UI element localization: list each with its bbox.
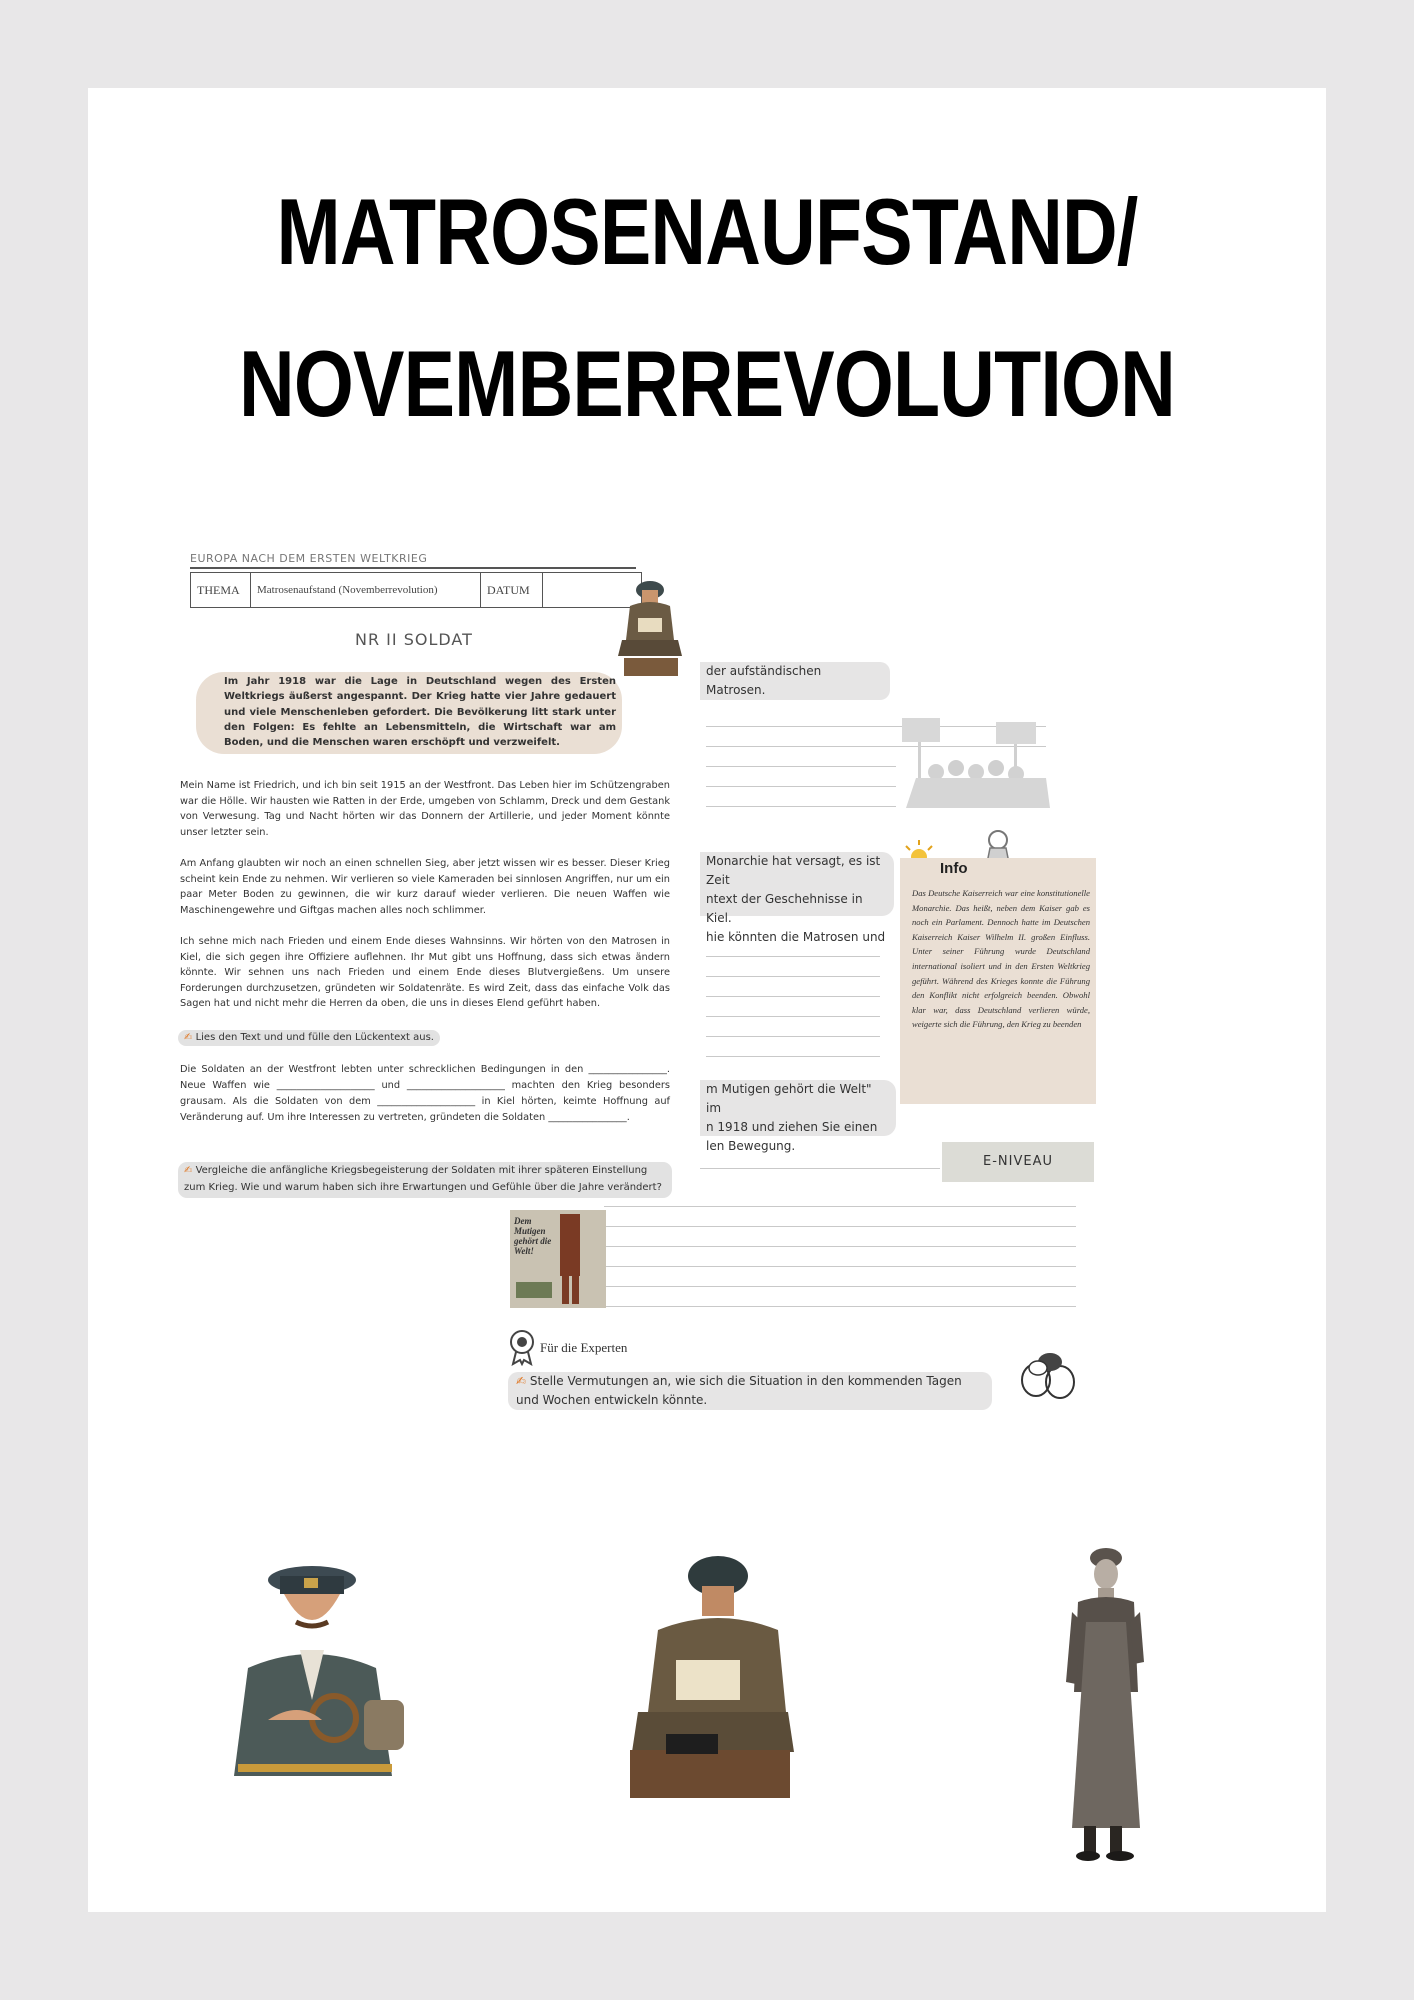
- story-paragraph-2: Am Anfang glaubten wir noch an einen schnellen Sieg, aber jetzt wissen wir es besser. Dieser Krieg scheint kein Ende zu nehmen. Wir verlieren so viele Kameraden bei sinnlosen Angriffen, nur um ein paar Meter Boden zu gewinnen, die wir kurz darauf wieder verlieren. Die neuen Waffen wie Maschinengewehre und Giftgas machen alles noch schlimmer.: [180, 858, 670, 916]
- e-niveau-label: E-NIVEAU: [942, 1142, 1094, 1182]
- snippet-monarchie: [700, 852, 894, 944]
- writing-line: [604, 1266, 1076, 1267]
- snippet-line: m Mutigen gehört die Welt" im: [706, 1082, 872, 1115]
- snippet-line: len Bewegung.: [706, 1139, 796, 1153]
- writing-line: [604, 1206, 1076, 1207]
- soldier-thumbnail: [612, 578, 688, 678]
- task-2-text: Vergleiche die anfängliche Kriegsbegeisterung der Soldaten mit ihrer späteren Einstellung zum Krieg. Wie und warum haben sich ihre Erwartungen und Gefühle über die Jahre verändert?: [184, 1165, 662, 1193]
- writing-line: [604, 1286, 1076, 1287]
- writing-line: [706, 1036, 880, 1037]
- worksheet-kicker: EUROPA NACH DEM ERSTEN WELTKRIEG: [190, 552, 428, 565]
- snippet-line: ntext der Geschehnisse in Kiel.: [706, 892, 863, 925]
- writing-line: [706, 1016, 880, 1017]
- snippet-mutigen: [700, 1080, 896, 1153]
- writing-line: [706, 766, 896, 767]
- writing-line: [604, 1306, 1076, 1307]
- poster-text: Dem Mutigen gehört die Welt!: [514, 1216, 552, 1256]
- snippet-matrosen: der aufständischen Matrosen.: [700, 662, 890, 700]
- topic-table: [190, 572, 642, 608]
- task-1: [178, 1030, 440, 1046]
- snippet-line: n 1918 und ziehen Sie einen: [706, 1120, 878, 1134]
- pencil-icon: ✍: [184, 1032, 193, 1043]
- medal-icon: [508, 1326, 536, 1366]
- info-text: Das Deutsche Kaiserreich war eine konstitutionelle Monarchie. Das heißt, neben dem Kaiser gab es noch ein Parlament. Dennoch hatte im Deutschen Kaiserreich Kaiser Wilhelm II. großen Einfluss. Unter seiner Führung wurde Deutschland international isoliert und in den Ersten Weltkrieg geführt. Während des Krieges konnte die Führung den Konflikt nicht erfolgreich beenden. Obwohl klar war, dass Deutschland verlieren würde, weigerte sich die Führung, den Krieg zu beenden: [912, 888, 1090, 1030]
- snippet-line: hie könnten die Matrosen und: [706, 930, 886, 944]
- story-paragraph-3: Ich sehne mich nach Frieden und einem Ende dieses Wahnsinns. Wir hörten von den Matrosen in Kiel, die sich gegen ihre Offiziere auflehnen. Ihr Mut gibt uns Hoffnung, dass sich etwas ändern könnte. Wir sehnen uns nach Frieden und einem Ende dieses Blutvergießens. Um unsere Forderungen durchzusetzen, gründeten wir Soldatenräte. Es wird Zeit, dass das einfache Volk das Sagen hat und nicht mehr die Herren da oben, die uns in dieses Elend geführt haben.: [180, 936, 670, 1010]
- discussion-icon: [1014, 1350, 1084, 1408]
- writing-line: [706, 996, 880, 997]
- snippet-line: Monarchie hat versagt, es ist Zeit: [706, 854, 881, 887]
- writing-line: [706, 806, 896, 807]
- page-title-line-2: NOVEMBERREVOLUTION: [239, 331, 1175, 436]
- pencil-icon: ✍: [184, 1165, 193, 1176]
- story-paragraph-1: Mein Name ist Friedrich, und ich bin seit 1915 an der Westfront. Das Leben hier im Schützengraben war die Hölle. Wir hausten wie Ratten in der Erde, umgeben von Schlamm, Dreck und dem Gestank von Verwesung. Tag und Nacht hörten wir das Donnern der Artillerie, und jeder Moment könnte unser letzter sein.: [180, 780, 670, 838]
- worksheet-subtitle: NR II SOLDAT: [355, 630, 473, 649]
- standing-woman-illustration: [1060, 1542, 1150, 1864]
- writing-line: [706, 1056, 880, 1057]
- writing-line: [700, 1168, 940, 1169]
- writing-line: [604, 1246, 1076, 1247]
- task-2: [178, 1162, 672, 1198]
- writing-line: [706, 786, 896, 787]
- sailor-officer-illustration: [214, 1550, 424, 1780]
- expert-task: [508, 1372, 992, 1410]
- info-title: Info: [940, 860, 968, 877]
- gap-text-exercise[interactable]: Die Soldaten an der Westfront lebten unter schrecklichen Bedingungen in den ________________. Neue Waffen wie ____________________ und ____________________ machten den Krieg besonders grausam. Als die Soldaten von dem ____________________ in Kiel hörten, keimte Hoffnung auf Veränderung auf. Um ihre Interessen zu vertreten, gründeten die Soldaten ________________.: [180, 1064, 670, 1123]
- datum-label: DATUM: [481, 573, 543, 607]
- header-divider: [190, 567, 636, 569]
- seated-soldier-illustration: [618, 1552, 806, 1802]
- page-title-line-1: MATROSENAUFSTAND/: [276, 179, 1138, 284]
- thema-value: Matrosenaufstand (Novemberrevolution): [251, 573, 481, 607]
- pencil-icon: ✍: [516, 1374, 527, 1388]
- writing-line: [706, 956, 880, 957]
- writing-line: [706, 976, 880, 977]
- writing-line: [604, 1226, 1076, 1227]
- poster-image: [510, 1210, 606, 1308]
- task-1-text: Lies den Text und und fülle den Lückentext aus.: [195, 1032, 434, 1043]
- expert-task-text: Stelle Vermutungen an, wie sich die Situation in den kommenden Tagen und Wochen entwickeln könnte.: [516, 1374, 962, 1407]
- protest-icon: [896, 712, 1056, 812]
- thema-label: THEMA: [191, 573, 251, 607]
- intro-text: Im Jahr 1918 war die Lage in Deutschland wegen des Ersten Weltkriegs äußerst angespannt. Der Krieg hatte vier Jahre gedauert und viele Menschenleben gefordert. Die Bevölkerung litt stark unter den Folgen: Es fehlte an Lebensmitteln, die Wirtschaft war am Boden, und die Menschen waren erschöpft und verzweifelt.: [224, 676, 616, 749]
- expert-label: Für die Experten: [540, 1340, 628, 1355]
